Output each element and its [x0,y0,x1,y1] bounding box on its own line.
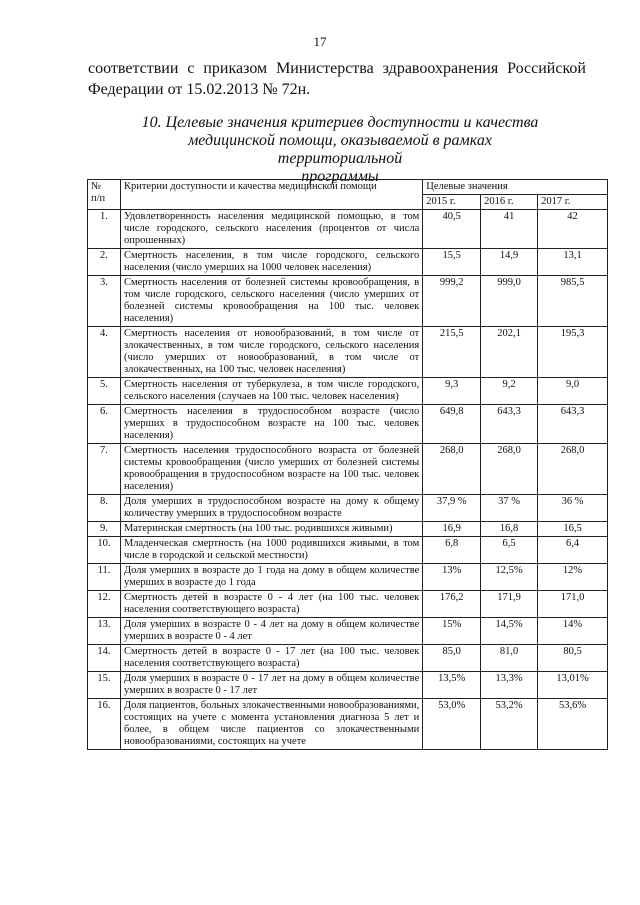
row-value-2016: 53,2% [481,699,538,750]
row-criterion: Доля умерших в возрасте до 1 года на дому в общем количестве умерших в возрасте до 1 года [120,564,422,591]
table-row [88,645,608,672]
row-value-2017: 13,01% [538,672,608,699]
table-row [88,210,608,249]
section-title-line-2: медицинской помощи, оказываемой в рамках территориальной [188,132,492,167]
row-value-2015: 176,2 [423,591,481,618]
row-value-2016: 16,8 [481,522,538,537]
row-number: 9. [88,522,121,537]
row-number: 11. [88,564,121,591]
intro-line-1: соответствии с приказом Министерства здравоохранения Российской [88,60,586,77]
row-criterion: Смертность населения от болезней системы кровообращения, в том числе городского, сельского населения (число умерших от болезней системы кровообращения на 100 тыс. человек населения) [120,276,422,327]
row-value-2016: 202,1 [481,327,538,378]
table-row [88,672,608,699]
header-year-2017: 2017 г. [538,195,608,210]
row-number: 1. [88,210,121,249]
table-row [88,495,608,522]
section-title [140,114,540,186]
table-body [88,210,608,750]
row-number: 15. [88,672,121,699]
row-value-2016: 13,3% [481,672,538,699]
row-value-2017: 12% [538,564,608,591]
row-criterion: Доля умерших в возрасте 0 - 4 лет на дому в общем количестве умерших в возрасте 0 - 4 лет [120,618,422,645]
row-value-2015: 37,9 % [423,495,481,522]
page-number: 17 [313,34,327,49]
row-value-2015: 53,0% [423,699,481,750]
table-row [88,405,608,444]
row-value-2016: 999,0 [481,276,538,327]
row-number: 4. [88,327,121,378]
row-criterion: Доля умерших в возрасте 0 - 17 лет на дому в общем количестве умерших в возрасте 0 - 17 лет [120,672,422,699]
row-value-2016: 14,5% [481,618,538,645]
row-value-2015: 215,5 [423,327,481,378]
row-value-2015: 15% [423,618,481,645]
row-value-2016: 41 [481,210,538,249]
row-criterion: Смертность населения от туберкулеза, в том числе городского, сельского населения (случаев на 100 тыс. человек населения) [120,378,422,405]
row-value-2015: 6,8 [423,537,481,564]
row-value-2016: 37 % [481,495,538,522]
row-value-2017: 268,0 [538,444,608,495]
row-criterion: Смертность населения от новообразований, в том числе от злокачественных, в том числе городского, сельского населения (число умерших от новообразований, в том числе от злокачественных, на 100 тыс. человек населения) [120,327,422,378]
row-number: 6. [88,405,121,444]
row-value-2017: 36 % [538,495,608,522]
row-value-2015: 999,2 [423,276,481,327]
row-value-2015: 268,0 [423,444,481,495]
table-row [88,564,608,591]
row-criterion: Смертность детей в возрасте 0 - 4 лет (на 100 тыс. человек населения соответствующего возраста) [120,591,422,618]
row-value-2015: 16,9 [423,522,481,537]
row-value-2016: 9,2 [481,378,538,405]
row-criterion: Смертность населения в трудоспособном возрасте (число умерших в трудоспособном возрасте на 100 тыс. человек населения) [120,405,422,444]
section-title-line-1: 10. Целевые значения критериев доступности и качества [141,114,539,131]
row-criterion: Доля пациентов, больных злокачественными новообразованиями, состоящих на учете с момента установления диагноза 5 лет и более, в общем числе пациентов со злокачественными новообразованиями, состоящих на учете [120,699,422,750]
header-number-line-1: № [91,181,102,192]
row-value-2017: 6,4 [538,537,608,564]
header-criteria: Критерии доступности и качества медицинской помощи [120,180,422,210]
row-value-2017: 42 [538,210,608,249]
intro-line-2: Федерации от 15.02.2013 № 72н. [88,81,311,98]
row-number: 13. [88,618,121,645]
row-value-2016: 268,0 [481,444,538,495]
row-value-2015: 15,5 [423,249,481,276]
table-row [88,522,608,537]
row-value-2015: 85,0 [423,645,481,672]
row-value-2016: 643,3 [481,405,538,444]
row-value-2016: 12,5% [481,564,538,591]
row-value-2017: 13,1 [538,249,608,276]
row-value-2017: 53,6% [538,699,608,750]
row-value-2017: 80,5 [538,645,608,672]
row-criterion: Смертность детей в возрасте 0 - 17 лет (на 100 тыс. человек населения соответствующего возраста) [120,645,422,672]
row-criterion: Смертность населения трудоспособного возраста от болезней системы кровообращения (число умерших от болезней системы кровообращения в трудоспособном возрасте на 100 тыс. человек населения) [120,444,422,495]
table-row [88,618,608,645]
row-criterion: Материнская смертность (на 100 тыс. родившихся живыми) [120,522,422,537]
table-row [88,444,608,495]
header-year-2015: 2015 г. [423,195,481,210]
row-number: 5. [88,378,121,405]
intro-paragraph [88,58,586,100]
row-number: 10. [88,537,121,564]
row-value-2017: 171,0 [538,591,608,618]
header-target-values: Целевые значения [423,180,608,195]
row-number: 3. [88,276,121,327]
row-value-2017: 9,0 [538,378,608,405]
row-value-2015: 9,3 [423,378,481,405]
row-number: 12. [88,591,121,618]
header-number [88,180,121,210]
table-row [88,249,608,276]
header-year-2016: 2016 г. [481,195,538,210]
row-value-2017: 985,5 [538,276,608,327]
row-value-2017: 16,5 [538,522,608,537]
row-value-2016: 171,9 [481,591,538,618]
row-number: 7. [88,444,121,495]
table-row [88,276,608,327]
header-number-line-2: п/п [91,193,106,204]
row-criterion: Младенческая смертность (на 1000 родившихся живыми, в том числе в городской и сельской местности) [120,537,422,564]
table-header-row [88,180,608,195]
row-criterion: Смертность населения, в том числе городского, сельского населения (число умерших на 1000 человек населения) [120,249,422,276]
row-value-2016: 6,5 [481,537,538,564]
row-value-2015: 649,8 [423,405,481,444]
row-number: 14. [88,645,121,672]
table-row [88,327,608,378]
row-value-2017: 643,3 [538,405,608,444]
table-row [88,591,608,618]
row-value-2016: 14,9 [481,249,538,276]
row-value-2016: 81,0 [481,645,538,672]
criteria-table [87,179,608,750]
row-value-2015: 13,5% [423,672,481,699]
row-number: 8. [88,495,121,522]
table-row [88,378,608,405]
row-value-2017: 14% [538,618,608,645]
row-number: 2. [88,249,121,276]
table-row [88,699,608,750]
row-criterion: Удовлетворенность населения медицинской помощью, в том числе городского, сельского населения (процентов от числа опрошенных) [120,210,422,249]
row-value-2015: 40,5 [423,210,481,249]
table-row [88,537,608,564]
row-criterion: Доля умерших в трудоспособном возрасте на дому к общему количеству умерших в трудоспособном возрасте [120,495,422,522]
row-value-2017: 195,3 [538,327,608,378]
row-number: 16. [88,699,121,750]
section-title-line-3: программы [301,168,379,185]
row-value-2015: 13% [423,564,481,591]
